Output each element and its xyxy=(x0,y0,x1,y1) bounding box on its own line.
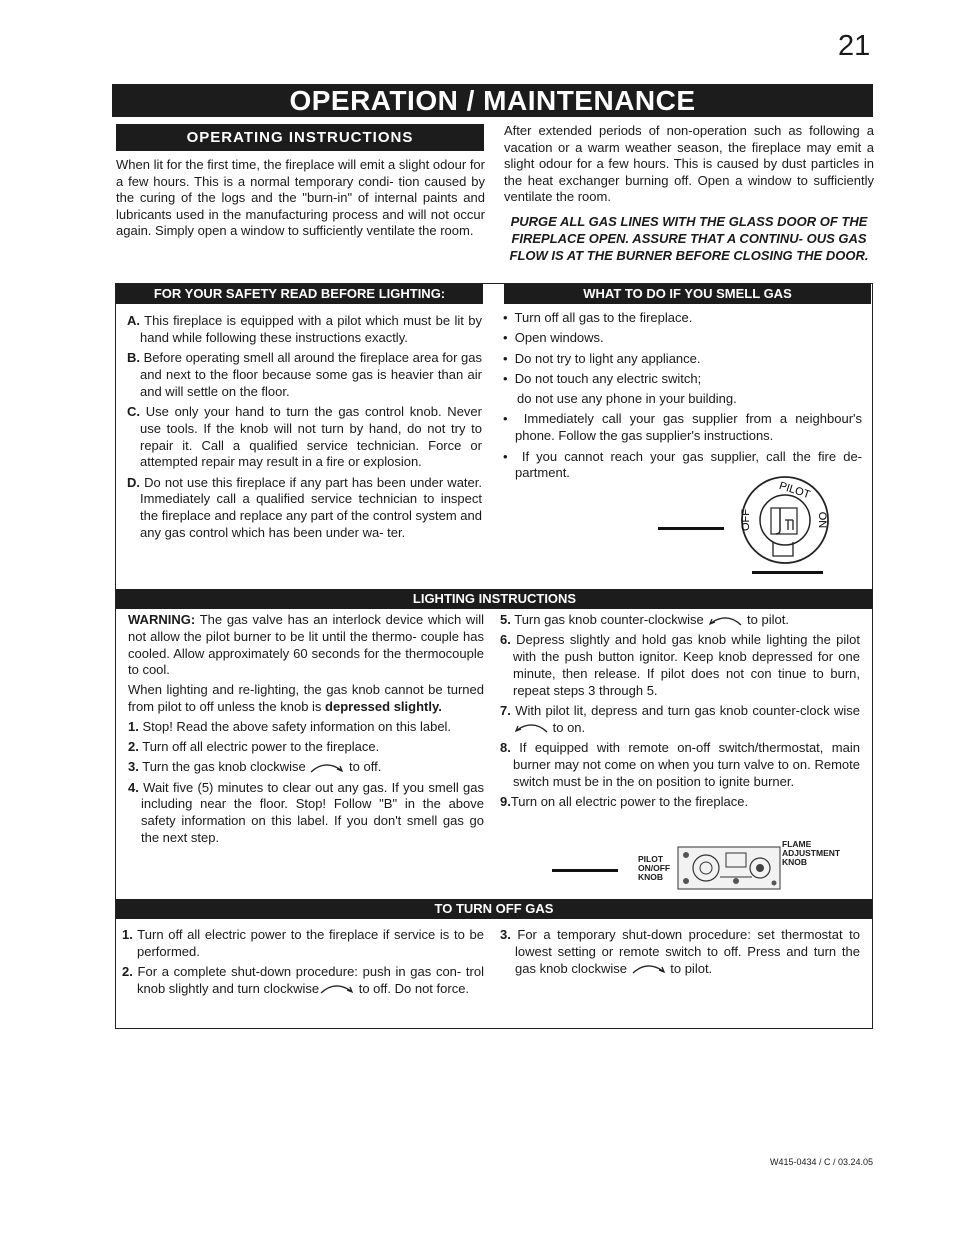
lighting-step-2: 2. Turn off all electric power to the fireplace. xyxy=(128,739,380,755)
turn-off-left-column xyxy=(122,927,484,1001)
lighting-right-column xyxy=(500,612,860,814)
relight-note: When lighting and re-lighting, the gas knob cannot be turned from pilot to off unless the knob is depressed slightly. xyxy=(128,682,484,714)
turn-off-right-column xyxy=(500,927,860,981)
interlock-warning: WARNING: The gas valve has an interlock device which will not allow the pilot burner to be lit until the thermo- couple has cooled. Allow approximately 60 seconds for the thermocouple to cool. xyxy=(128,612,484,678)
lighting-step-4: 4. Wait five (5) minutes to clear out any gas. If you smell gas including near the floor. Stop! Follow "B" in the above safety information on this label. If you don't smell gas go the next step. xyxy=(128,779,484,846)
safety-list xyxy=(127,313,482,545)
counter-clockwise-arrow-icon xyxy=(707,614,743,628)
counter-clockwise-arrow-icon xyxy=(513,721,549,735)
lighting-step-5: 5. Turn gas knob counter-clockwise to pilot. xyxy=(500,612,789,627)
operating-instructions-heading: OPERATING INSTRUCTIONS xyxy=(116,124,484,151)
smell-gas-list xyxy=(503,310,862,486)
purge-warning: PURGE ALL GAS LINES WITH THE GLASS DOOR OF THE FIREPLACE OPEN. ASSURE THAT A CONTINU- OUS GAS FLOW IS AT THE BURNER BEFORE CLOSING THE DOOR. xyxy=(509,214,869,263)
knob-base-line xyxy=(752,571,823,574)
safety-heading: FOR YOUR SAFETY READ BEFORE LIGHTING: xyxy=(116,284,483,304)
smell-gas-heading: WHAT TO DO IF YOU SMELL GAS xyxy=(504,284,871,304)
turn-off-gas-heading: TO TURN OFF GAS xyxy=(116,899,872,919)
lighting-left-column xyxy=(128,612,484,850)
turn-off-step-3: 3. For a temporary shut-down procedure: set thermostat to lowest setting or remote switch to off. Press and turn the gas knob clockwise to pilot. xyxy=(500,927,860,976)
safety-item-a: A. This fireplace is equipped with a pilot which must be lit by hand while following these instructions exactly. xyxy=(127,313,482,345)
knob-label-pilot: PILOT xyxy=(777,479,812,502)
knob-pointer-line xyxy=(658,527,724,530)
list-item: • Do not touch any electric switch; xyxy=(503,370,702,386)
clockwise-arrow-icon xyxy=(309,761,345,775)
list-item: • Turn off all gas to the fireplace. xyxy=(503,310,693,325)
lighting-step-6: 6. Depress slightly and hold gas knob while lighting the pilot with the push button ignitor. Keep knob depressed for one minute, then release. If pilot does not con tinue to burn, repeat steps 3 through 5. xyxy=(500,632,860,698)
lighting-step-9: 9.Turn on all electric power to the fireplace. xyxy=(500,793,749,809)
lighting-step-7: 7. With pilot lit, depress and turn gas knob counter-clock wise to on. xyxy=(500,702,860,735)
turn-off-step-1: 1. Turn off all electric power to the fireplace if service is to be performed. xyxy=(122,927,484,959)
safety-item-b: B. Before operating smell all around the fireplace area for gas and next to the floor because some gas is heavier than air and will settle on the floor. xyxy=(127,350,482,399)
safety-item-c: C. Use only your hand to turn the gas control knob. Never use tools. If the knob will not turn by hand, do not try to repair it. Call a qualified service technician. Force or attempted repair may result in a fire or explosion. xyxy=(127,403,482,470)
knob-label-on: ON xyxy=(816,511,828,529)
extended-non-operation-text: After extended periods of non-operation such as following a vacation or a warm weather season, the fireplace may emit a slight odour for a few hours. This is caused by dust particles in the heat exchanger burning off. Open a window to sufficiently ventilate the room. xyxy=(504,123,874,205)
lighting-heading: LIGHTING INSTRUCTIONS xyxy=(116,589,873,609)
lighting-step-3: 3. Turn the gas knob clockwise to off. xyxy=(128,759,382,775)
safety-item-d: D. Do not use this fireplace if any part has been under water. Immediately call a qualified service technician to inspect the fireplace and replace any part of the control system and any gas control which has been under wa- ter. xyxy=(127,474,482,541)
phone-note: do not use any phone in your building. xyxy=(517,391,737,407)
list-item: • If you cannot reach your gas supplier, call the fire de- partment. xyxy=(503,448,862,481)
list-item: • Open windows. xyxy=(503,330,604,346)
pilot-knob-label: PILOT ON/OFF KNOB xyxy=(638,854,671,882)
clockwise-arrow-icon xyxy=(319,982,355,996)
turn-off-step-2: 2. For a complete shut-down procedure: push in gas con- trol knob slightly and turn clockwise to off. Do not force. xyxy=(122,964,484,996)
gas-knob-diagram xyxy=(733,472,833,572)
list-item: • Immediately call your gas supplier from a neighbour's phone. Follow the gas supplier's instructions. xyxy=(503,411,863,444)
page-title: OPERATION / MAINTENANCE xyxy=(112,84,873,117)
gas-valve-diagram xyxy=(676,843,784,893)
document-code: W415-0434 / C / 03.24.05 xyxy=(770,1157,874,1167)
page-number: 21 xyxy=(838,30,871,62)
list-item: • Do not try to light any appliance. xyxy=(503,350,701,366)
knob-label-off: OFF xyxy=(740,509,752,531)
operating-intro: When lit for the first time, the fireplace will emit a slight odour for a few hours. This is a normal temporary condi- tion caused by the curing of the logs and the "burn-in" of internal paints and lubricants used in the manufacturing process and will not occur again. Simply open a window to sufficiently ventilate the room. xyxy=(116,157,485,239)
flame-adjustment-label: FLAME ADJUSTMENT KNOB xyxy=(782,839,841,867)
lighting-step-8: 8. If equipped with remote on-off switch/thermostat, main burner may not come on when you turn valve to on. Remote switch must be in the on position to ignite burner. xyxy=(500,740,860,789)
lighting-step-1: 1. Stop! Read the above safety information on this label. xyxy=(128,718,452,734)
valve-pointer-line xyxy=(552,869,618,872)
clockwise-arrow-icon xyxy=(631,962,667,976)
